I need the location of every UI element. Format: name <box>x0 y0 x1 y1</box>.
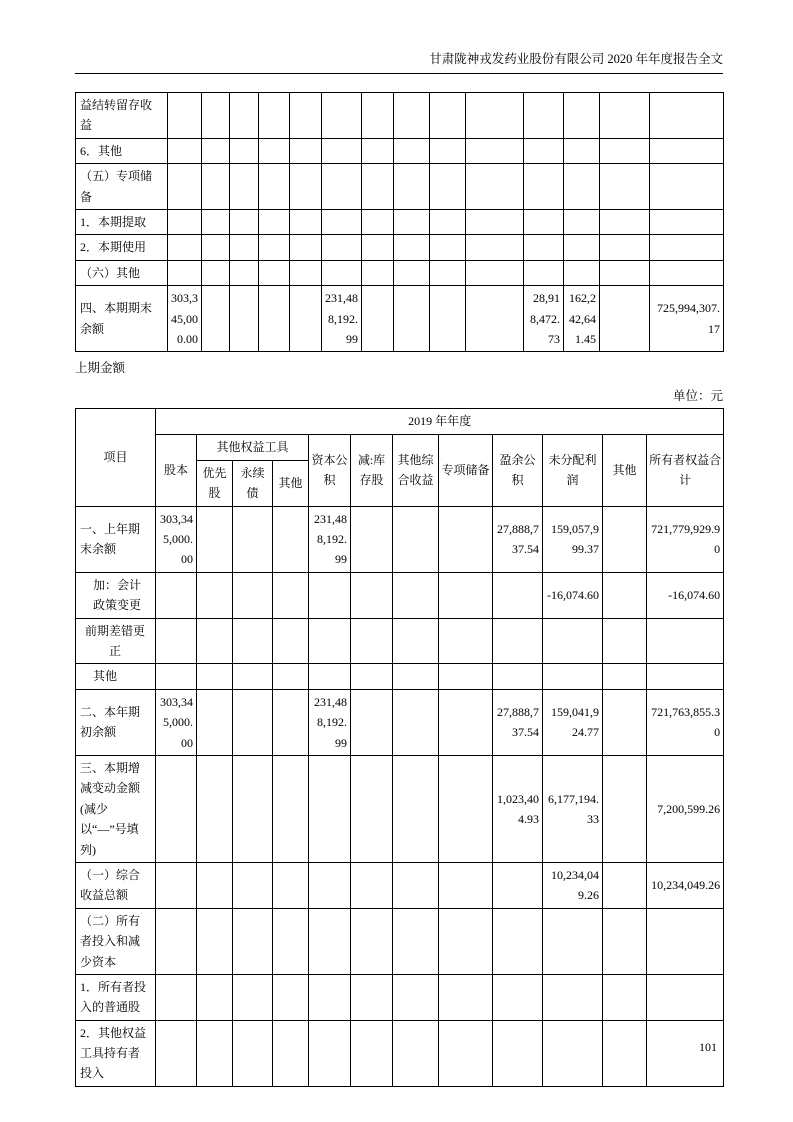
table-row <box>76 974 724 1020</box>
row-label: 其他 <box>76 664 156 689</box>
value-cell <box>600 235 650 260</box>
value-cell <box>543 664 603 689</box>
value-cell <box>202 164 230 210</box>
value-cell <box>202 235 230 260</box>
value-cell <box>156 1020 197 1086</box>
value-cell <box>273 862 309 908</box>
value-cell <box>603 572 647 618</box>
value-cell <box>273 664 309 689</box>
value-cell <box>273 689 309 755</box>
prior-period-table <box>75 408 724 1087</box>
value-cell <box>564 235 600 260</box>
value-cell <box>564 209 600 234</box>
value-cell <box>233 618 273 664</box>
value-cell <box>230 235 259 260</box>
table-row <box>76 506 724 572</box>
value-cell <box>393 689 439 755</box>
value-cell <box>290 138 322 163</box>
current-period-table-continuation <box>75 92 724 352</box>
value-cell: -16,074.60 <box>647 572 724 618</box>
value-cell <box>273 755 309 862</box>
value-cell <box>543 908 603 974</box>
value-cell <box>351 664 393 689</box>
value-cell <box>524 164 564 210</box>
value-cell <box>168 164 202 210</box>
col-header-total-owners-equity: 所有者权益合计 <box>647 434 724 506</box>
value-cell <box>309 755 351 862</box>
col-header-year: 2019 年年度 <box>156 409 724 434</box>
value-cell <box>543 1020 603 1086</box>
value-cell <box>233 572 273 618</box>
value-cell: -16,074.60 <box>543 572 603 618</box>
value-cell <box>524 260 564 285</box>
row-label: 加：会计政策变更 <box>76 572 156 618</box>
value-cell <box>564 164 600 210</box>
value-cell <box>197 664 233 689</box>
value-cell <box>197 506 233 572</box>
value-cell <box>309 618 351 664</box>
value-cell <box>156 755 197 862</box>
table-row <box>76 862 724 908</box>
value-cell <box>603 862 647 908</box>
col-header-surplus-reserve: 盈余公积 <box>493 434 543 506</box>
value-cell: 159,041,924.77 <box>543 689 603 755</box>
value-cell <box>362 260 394 285</box>
table-row <box>76 235 724 260</box>
col-header-share-capital: 股本 <box>156 434 197 506</box>
value-cell <box>430 235 466 260</box>
value-cell <box>600 93 650 139</box>
value-cell: 303,345,000.00 <box>156 689 197 755</box>
value-cell <box>290 93 322 139</box>
value-cell <box>439 572 493 618</box>
row-label: 前期差错更正 <box>76 618 156 664</box>
value-cell <box>273 572 309 618</box>
value-cell <box>466 138 524 163</box>
value-cell <box>233 908 273 974</box>
col-header-project: 项目 <box>76 409 156 506</box>
row-label: 四、本期期末余额 <box>76 286 168 352</box>
unit-label: 单位：元 <box>672 389 723 404</box>
value-cell <box>439 664 493 689</box>
value-cell: 303,345,000.00 <box>156 506 197 572</box>
value-cell <box>430 286 466 352</box>
value-cell <box>202 260 230 285</box>
value-cell <box>273 908 309 974</box>
value-cell <box>603 664 647 689</box>
value-cell <box>493 572 543 618</box>
value-cell <box>233 664 273 689</box>
value-cell <box>524 209 564 234</box>
col-header-other-equity-instruments: 其他权益工具 <box>197 434 309 460</box>
value-cell <box>233 1020 273 1086</box>
value-cell <box>259 260 290 285</box>
row-label: （二）所有者投入和减少资本 <box>76 908 156 974</box>
page-header <box>75 50 723 74</box>
value-cell <box>647 974 724 1020</box>
value-cell <box>393 755 439 862</box>
value-cell <box>603 1020 647 1086</box>
value-cell <box>351 618 393 664</box>
value-cell <box>600 260 650 285</box>
value-cell <box>233 689 273 755</box>
value-cell: 162,242,641.45 <box>564 286 600 352</box>
value-cell <box>202 138 230 163</box>
value-cell <box>493 664 543 689</box>
value-cell <box>197 572 233 618</box>
col-header-other-sub: 其他 <box>273 460 309 506</box>
value-cell <box>394 260 430 285</box>
value-cell <box>259 209 290 234</box>
value-cell <box>466 209 524 234</box>
value-cell <box>362 235 394 260</box>
value-cell <box>322 93 362 139</box>
value-cell: 721,779,929.90 <box>647 506 724 572</box>
value-cell <box>259 93 290 139</box>
value-cell <box>156 974 197 1020</box>
col-header-perpetual-bonds: 永续债 <box>233 460 273 506</box>
row-label: 2．其他权益工具持有者投入 <box>76 1020 156 1086</box>
value-cell <box>543 618 603 664</box>
page-content <box>75 0 723 1087</box>
page-number: 101 <box>699 1040 717 1054</box>
value-cell <box>168 209 202 234</box>
value-cell <box>309 664 351 689</box>
value-cell <box>351 862 393 908</box>
value-cell <box>439 974 493 1020</box>
value-cell: 27,888,737.54 <box>493 506 543 572</box>
value-cell <box>439 506 493 572</box>
value-cell <box>309 1020 351 1086</box>
value-cell <box>197 618 233 664</box>
value-cell <box>603 689 647 755</box>
value-cell <box>351 974 393 1020</box>
table-row <box>76 209 724 234</box>
value-cell <box>362 286 394 352</box>
value-cell: 6,177,194.33 <box>543 755 603 862</box>
table-row <box>76 1020 724 1086</box>
row-label: 1．本期提取 <box>76 209 168 234</box>
value-cell <box>439 908 493 974</box>
value-cell <box>603 755 647 862</box>
value-cell <box>466 235 524 260</box>
value-cell: 1,023,404.93 <box>493 755 543 862</box>
value-cell <box>309 974 351 1020</box>
value-cell <box>430 93 466 139</box>
row-label: 一、上年期末余额 <box>76 506 156 572</box>
value-cell <box>603 506 647 572</box>
value-cell <box>259 138 290 163</box>
value-cell <box>600 138 650 163</box>
col-header-other-comprehensive-income: 其他综合收益 <box>393 434 439 506</box>
value-cell <box>600 164 650 210</box>
value-cell <box>524 235 564 260</box>
table-row <box>76 93 724 139</box>
value-cell <box>202 286 230 352</box>
value-cell: 10,234,049.26 <box>647 862 724 908</box>
value-cell <box>650 209 724 234</box>
value-cell <box>393 506 439 572</box>
value-cell <box>603 908 647 974</box>
col-header-preferred-shares: 优先股 <box>197 460 233 506</box>
value-cell: 28,918,472.73 <box>524 286 564 352</box>
value-cell <box>600 209 650 234</box>
value-cell <box>197 908 233 974</box>
value-cell <box>233 506 273 572</box>
value-cell <box>430 260 466 285</box>
table-row <box>76 572 724 618</box>
value-cell <box>230 286 259 352</box>
table-header-row <box>76 434 724 460</box>
value-cell: 231,488,192.99 <box>309 689 351 755</box>
value-cell <box>524 93 564 139</box>
value-cell <box>650 93 724 139</box>
value-cell <box>322 138 362 163</box>
value-cell <box>351 1020 393 1086</box>
value-cell <box>259 164 290 210</box>
value-cell <box>600 286 650 352</box>
table-row <box>76 164 724 210</box>
value-cell <box>168 93 202 139</box>
value-cell <box>650 164 724 210</box>
value-cell <box>362 93 394 139</box>
value-cell <box>393 862 439 908</box>
col-header-other: 其他 <box>603 434 647 506</box>
value-cell <box>290 286 322 352</box>
value-cell <box>439 755 493 862</box>
report-title: 甘肃陇神戎发药业股份有限公司 2020 年年度报告全文 <box>429 52 723 66</box>
value-cell <box>259 235 290 260</box>
value-cell: 725,994,307.17 <box>650 286 724 352</box>
value-cell <box>564 138 600 163</box>
value-cell <box>230 93 259 139</box>
value-cell <box>156 572 197 618</box>
value-cell <box>322 209 362 234</box>
prior-period-section-label: 上期金额 <box>75 361 126 376</box>
value-cell <box>290 260 322 285</box>
value-cell <box>197 1020 233 1086</box>
value-cell <box>393 664 439 689</box>
value-cell <box>394 93 430 139</box>
table-row <box>76 908 724 974</box>
table-row <box>76 618 724 664</box>
table-row <box>76 138 724 163</box>
value-cell <box>650 138 724 163</box>
row-label: （六）其他 <box>76 260 168 285</box>
value-cell <box>393 974 439 1020</box>
value-cell <box>230 138 259 163</box>
value-cell <box>230 209 259 234</box>
value-cell <box>394 209 430 234</box>
value-cell <box>168 235 202 260</box>
value-cell <box>259 286 290 352</box>
value-cell <box>273 974 309 1020</box>
value-cell <box>362 164 394 210</box>
value-cell <box>493 618 543 664</box>
value-cell <box>273 618 309 664</box>
value-cell <box>394 235 430 260</box>
table-row <box>76 689 724 755</box>
value-cell <box>233 755 273 862</box>
value-cell <box>322 235 362 260</box>
value-cell <box>230 260 259 285</box>
value-cell <box>197 862 233 908</box>
value-cell <box>647 908 724 974</box>
value-cell <box>466 164 524 210</box>
table-row <box>76 260 724 285</box>
value-cell <box>430 209 466 234</box>
value-cell <box>156 908 197 974</box>
col-header-undistributed-profit: 未分配利润 <box>543 434 603 506</box>
value-cell <box>493 862 543 908</box>
value-cell <box>466 93 524 139</box>
value-cell <box>493 1020 543 1086</box>
value-cell <box>393 618 439 664</box>
value-cell <box>290 164 322 210</box>
value-cell <box>230 164 259 210</box>
value-cell <box>647 664 724 689</box>
value-cell <box>168 138 202 163</box>
value-cell <box>650 235 724 260</box>
table-row <box>76 755 724 862</box>
value-cell: 159,057,999.37 <box>543 506 603 572</box>
row-label: 益结转留存收益 <box>76 93 168 139</box>
row-label: 二、本年期初余额 <box>76 689 156 755</box>
value-cell <box>564 260 600 285</box>
row-label: （五）专项储备 <box>76 164 168 210</box>
value-cell: 721,763,855.30 <box>647 689 724 755</box>
table-header-row <box>76 409 724 434</box>
value-cell <box>543 974 603 1020</box>
table-row <box>76 664 724 689</box>
value-cell <box>647 618 724 664</box>
value-cell <box>439 862 493 908</box>
value-cell <box>564 93 600 139</box>
value-cell <box>394 164 430 210</box>
value-cell <box>197 755 233 862</box>
value-cell <box>603 974 647 1020</box>
value-cell: 231,488,192.99 <box>322 286 362 352</box>
value-cell <box>493 908 543 974</box>
value-cell <box>439 1020 493 1086</box>
value-cell <box>273 1020 309 1086</box>
value-cell <box>466 260 524 285</box>
value-cell <box>197 974 233 1020</box>
value-cell <box>439 618 493 664</box>
value-cell <box>430 164 466 210</box>
value-cell <box>156 618 197 664</box>
value-cell <box>290 235 322 260</box>
value-cell <box>393 908 439 974</box>
value-cell <box>524 138 564 163</box>
value-cell <box>466 286 524 352</box>
value-cell <box>362 209 394 234</box>
value-cell <box>439 689 493 755</box>
col-header-capital-reserve: 资本公积 <box>309 434 351 506</box>
value-cell <box>394 138 430 163</box>
col-header-less-treasury-stock: 减:库存股 <box>351 434 393 506</box>
value-cell <box>273 506 309 572</box>
value-cell: 10,234,049.26 <box>543 862 603 908</box>
col-header-special-reserve: 专项储备 <box>439 434 493 506</box>
value-cell <box>351 755 393 862</box>
row-label: 三、本期增减变动金额(减少以“—”号填列) <box>76 755 156 862</box>
value-cell: 27,888,737.54 <box>493 689 543 755</box>
value-cell <box>202 209 230 234</box>
value-cell <box>322 260 362 285</box>
value-cell <box>233 974 273 1020</box>
value-cell <box>156 664 197 689</box>
table-row <box>76 286 724 352</box>
value-cell <box>233 862 273 908</box>
value-cell <box>202 93 230 139</box>
value-cell: 7,200,599.26 <box>647 755 724 862</box>
value-cell <box>197 689 233 755</box>
row-label: （一）综合收益总额 <box>76 862 156 908</box>
value-cell <box>156 862 197 908</box>
row-label: 2．本期使用 <box>76 235 168 260</box>
value-cell <box>322 164 362 210</box>
value-cell <box>168 260 202 285</box>
value-cell <box>650 260 724 285</box>
value-cell <box>493 974 543 1020</box>
value-cell <box>351 506 393 572</box>
value-cell: 231,488,192.99 <box>309 506 351 572</box>
value-cell <box>394 286 430 352</box>
value-cell <box>362 138 394 163</box>
value-cell <box>309 908 351 974</box>
value-cell <box>430 138 466 163</box>
value-cell <box>351 572 393 618</box>
value-cell <box>393 1020 439 1086</box>
value-cell <box>309 572 351 618</box>
value-cell <box>351 908 393 974</box>
value-cell <box>309 862 351 908</box>
value-cell <box>351 689 393 755</box>
value-cell <box>603 618 647 664</box>
row-label: 1．所有者投入的普通股 <box>76 974 156 1020</box>
value-cell <box>290 209 322 234</box>
row-label: 6．其他 <box>76 138 168 163</box>
value-cell: 303,345,000.00 <box>168 286 202 352</box>
value-cell <box>393 572 439 618</box>
